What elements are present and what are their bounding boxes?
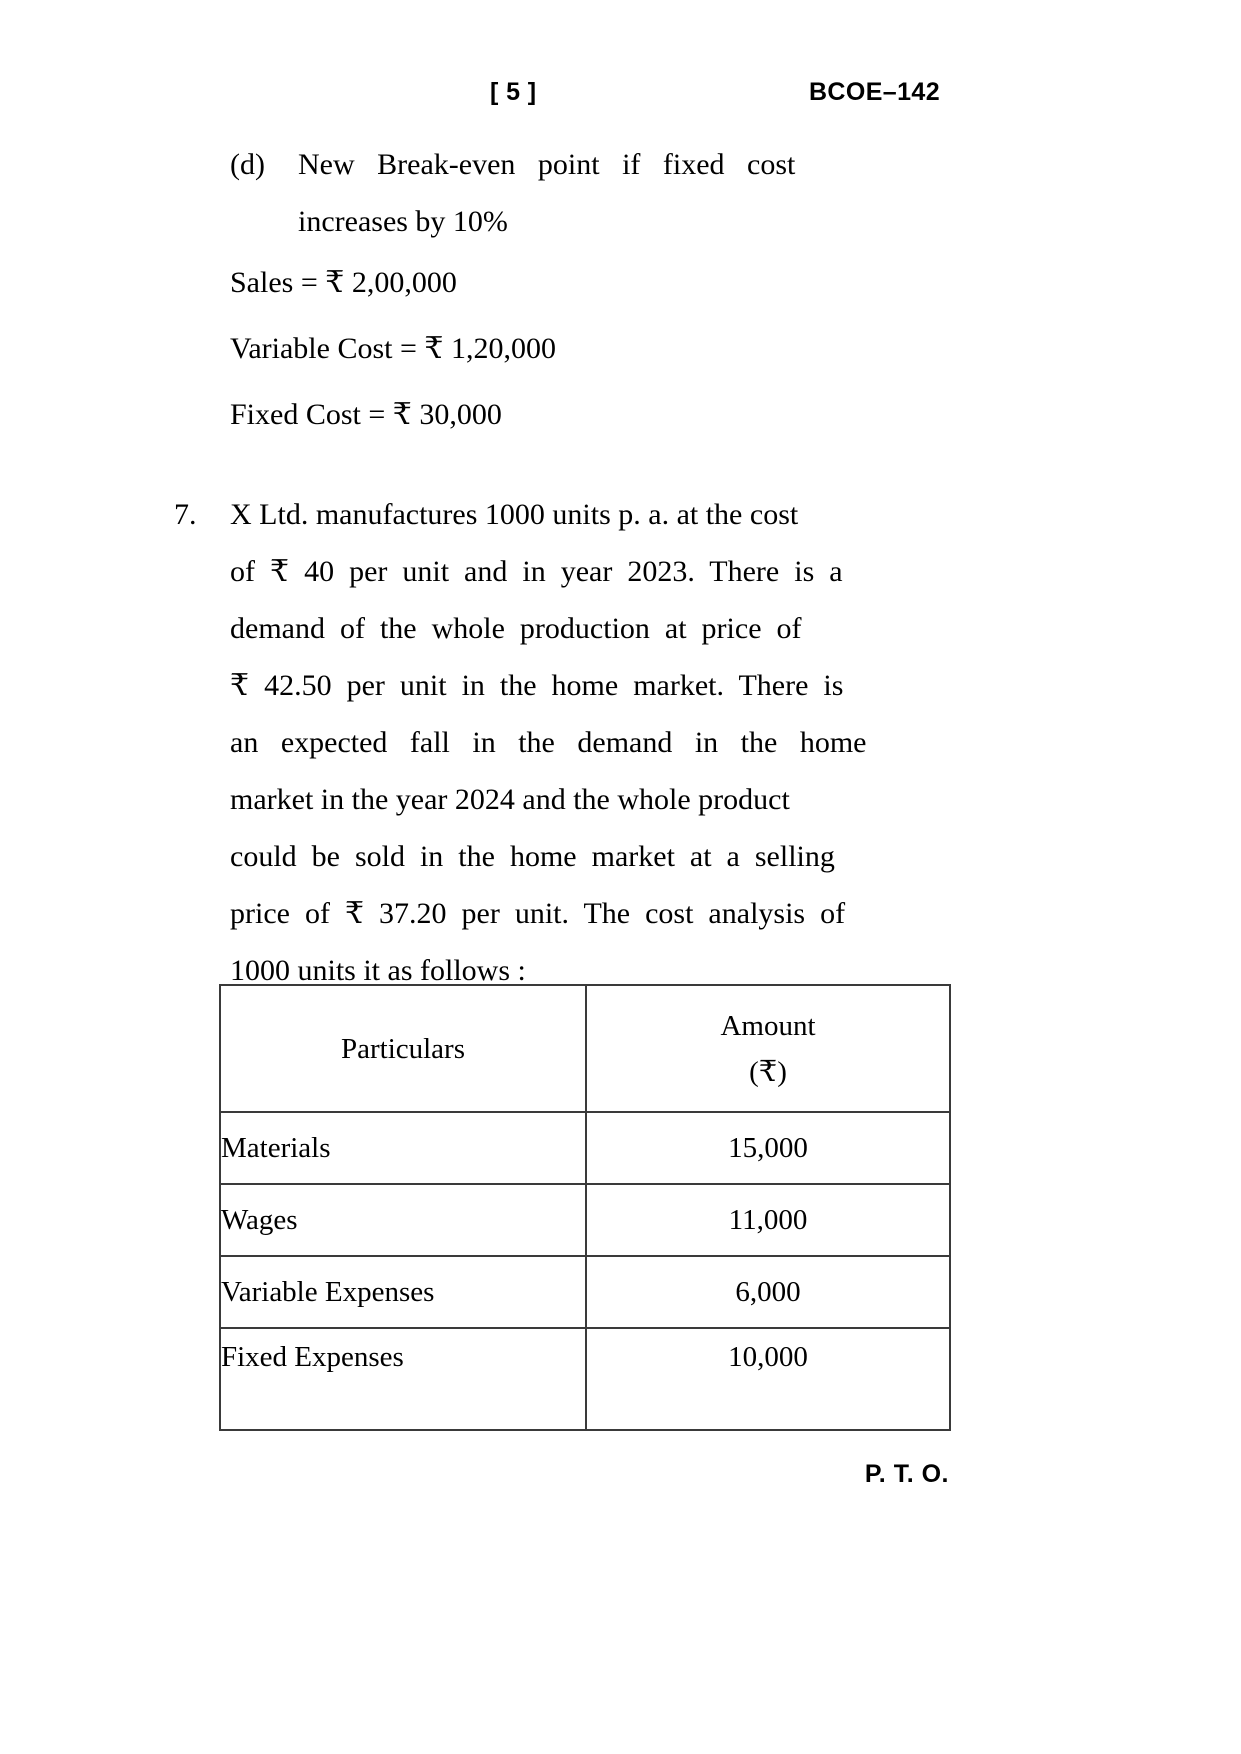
table-cell-particulars: Materials (220, 1112, 586, 1184)
table-header-row (220, 985, 950, 1112)
page-content (168, 136, 958, 999)
given-value-fixed-cost: Fixed Cost = ₹ 30,000 (230, 398, 502, 431)
table-header-amount-line2: (₹) (749, 1055, 787, 1088)
page-number: [ 5 ] (490, 78, 537, 106)
table-cell-particulars: Variable Expenses (220, 1256, 586, 1328)
sub-item-d (230, 136, 958, 250)
given-value-variable-cost: Variable Cost = ₹ 1,20,000 (230, 332, 556, 365)
table-cell-amount: 6,000 (586, 1256, 950, 1328)
question-line-9: 1000 units it as follows : (230, 954, 526, 987)
question-line-8: price of ₹ 37.20 per unit. The cost analysis of (230, 897, 846, 930)
question-line-7: could be sold in the home market at a selling (230, 840, 835, 873)
question-line-6: market in the year 2024 and the whole product (230, 783, 790, 816)
given-value-sales: Sales = ₹ 2,00,000 (230, 266, 457, 299)
table-header-particulars: Particulars (220, 985, 586, 1112)
table-cell-particulars: Fixed Expenses (220, 1328, 586, 1430)
table-row (220, 1112, 950, 1184)
sub-item-text (298, 136, 958, 250)
question-line-5: an expected fall in the demand in the home (230, 726, 867, 759)
question-line-2: of ₹ 40 per unit and in year 2023. There is a (230, 555, 843, 588)
cost-analysis-table-wrapper (219, 984, 949, 1431)
question-line-3: demand of the whole production at price of (230, 612, 802, 645)
question-text (230, 486, 958, 999)
table-cell-amount: 10,000 (586, 1328, 950, 1430)
sub-item-line-2: increases by 10% (298, 205, 508, 238)
question-line-1: X Ltd. manufactures 1000 units p. a. at the cost (230, 498, 799, 531)
table-row (220, 1256, 950, 1328)
table-cell-particulars: Wages (220, 1184, 586, 1256)
question-7 (168, 486, 958, 999)
cost-analysis-table (219, 984, 951, 1431)
table-row (220, 1328, 950, 1430)
paper-code: BCOE–142 (808, 78, 940, 106)
sub-item-label: (d) (230, 148, 265, 181)
page-header (220, 78, 940, 112)
sub-item-line-1: New Break-even point if fixed cost (298, 148, 796, 181)
table-header-amount (586, 985, 950, 1112)
table-row (220, 1184, 950, 1256)
question-number: 7. (174, 498, 197, 531)
question-line-4: ₹ 42.50 per unit in the home market. There is (230, 669, 844, 702)
page-turn-over-note: P. T. O. (864, 1460, 949, 1488)
table-header-amount-line1: Amount (720, 1009, 816, 1042)
table-cell-amount: 11,000 (586, 1184, 950, 1256)
table-cell-amount: 15,000 (586, 1112, 950, 1184)
